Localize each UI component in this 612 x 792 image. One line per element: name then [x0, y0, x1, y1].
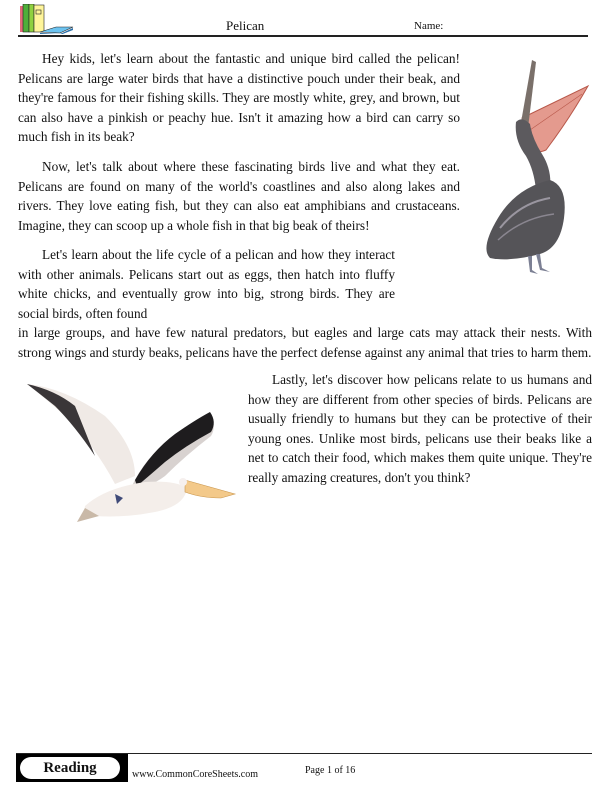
- name-field-label: Name:: [414, 20, 444, 32]
- paragraph-humans: [248, 370, 592, 488]
- paragraph-text: Now, let's talk about where these fascinating birds live and what they eat. Pelicans are found on many of the world's coastlines and also along lakes and rivers. They love eating fish, but they can also eat amphibians and crustaceans. Imagine, they can scoop up a whole fish in that big beak of theirs!: [18, 159, 460, 233]
- paragraph-text: Hey kids, let's learn about the fantastic and unique bird called the pelican! Pelicans are large water birds that have a distinctive pouch under their beak, and they're famous for their fishing skills. They are mostly white, grey, and brown, but can also have a pinkish or peachy hue. Isn't it amazing how a bird can carry so much fish in its beak?: [18, 51, 460, 145]
- pelican-flying-image: [25, 376, 240, 526]
- subject-badge: Reading: [20, 757, 120, 779]
- page-number: Page 1 of 16: [305, 765, 356, 776]
- paragraph-text: Let's learn about the life cycle of a pelican and how they interact with other animals. Pelicans start out as eggs, then hatch into fluffy white chicks, and eventually grow into big, strong birds. They are social birds, often found: [18, 247, 395, 321]
- paragraph-text: Lastly, let's discover how pelicans relate to us humans and how they are different from other species of birds. Pelicans are usually friendly to humans but they can be protective of their young ones. Unlike most birds, pelicans use their beaks like a net to catch their food, which makes them quite unique. They're really amazing creatures, don't you think?: [248, 372, 592, 485]
- worksheet-title: Pelican: [226, 18, 265, 33]
- worksheet-header: [18, 0, 588, 36]
- paragraph-intro: [18, 49, 460, 147]
- pelican-standing-image: [470, 58, 600, 278]
- website-url[interactable]: www.CommonCoreSheets.com: [132, 769, 259, 780]
- header-divider: [18, 35, 588, 37]
- paragraph-habitat-diet: [18, 157, 460, 235]
- books-icon: [18, 4, 78, 34]
- paragraph-text: in large groups, and have few natural predators, but eagles and large cats may attack their nests. With strong wings and sturdy beaks, pelicans have the perfect defense against any animal that tries to harm them.: [18, 325, 592, 360]
